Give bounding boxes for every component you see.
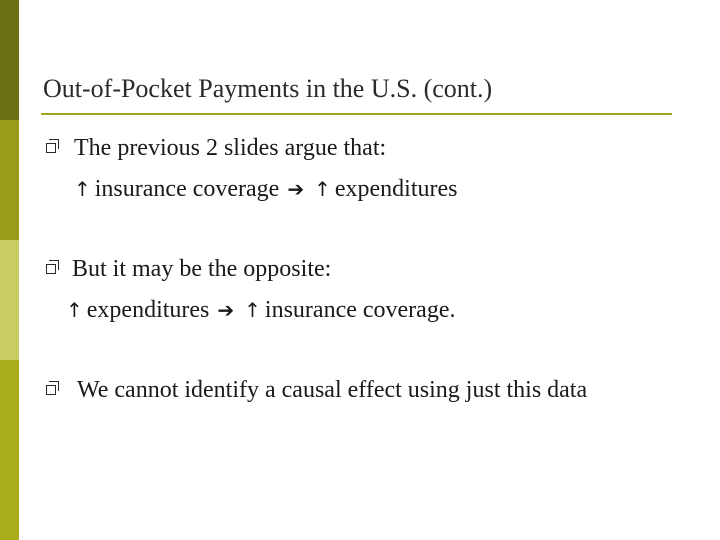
up-arrow-icon: ↑ bbox=[66, 298, 83, 322]
sidebar-band-dark bbox=[0, 0, 19, 120]
title-underline bbox=[41, 113, 672, 115]
bullet-3-text: We cannot identify a causal effect using just this data bbox=[77, 377, 588, 403]
bullet-1-right-term: expenditures bbox=[334, 176, 458, 202]
bullet-2-subline bbox=[66, 296, 455, 324]
right-arrow-icon: ➔ bbox=[287, 177, 305, 201]
up-arrow-icon: ↑ bbox=[74, 177, 91, 201]
slide-title: Out-of-Pocket Payments in the U.S. (cont.) bbox=[43, 74, 493, 103]
sidebar-band-bottom bbox=[0, 360, 19, 540]
square-bullet-icon bbox=[46, 143, 56, 153]
sidebar-band-light bbox=[0, 240, 19, 360]
square-bullet-icon bbox=[46, 385, 56, 395]
sidebar-band-mid bbox=[0, 120, 19, 240]
right-arrow-icon: ➔ bbox=[217, 298, 235, 322]
bullet-1-subline bbox=[74, 175, 457, 203]
sidebar-decoration bbox=[0, 0, 19, 540]
up-arrow-icon: ↑ bbox=[314, 177, 331, 201]
bullet-2-right-term: insurance coverage. bbox=[264, 297, 456, 323]
bullet-1-text: The previous 2 slides argue that: bbox=[74, 135, 387, 161]
up-arrow-icon: ↑ bbox=[244, 298, 261, 322]
bullet-1-left-term: insurance coverage bbox=[94, 176, 280, 202]
square-bullet-icon bbox=[46, 264, 56, 274]
bullet-2-left-term: expenditures bbox=[86, 297, 210, 323]
bullet-2-text: But it may be the opposite: bbox=[72, 256, 332, 282]
